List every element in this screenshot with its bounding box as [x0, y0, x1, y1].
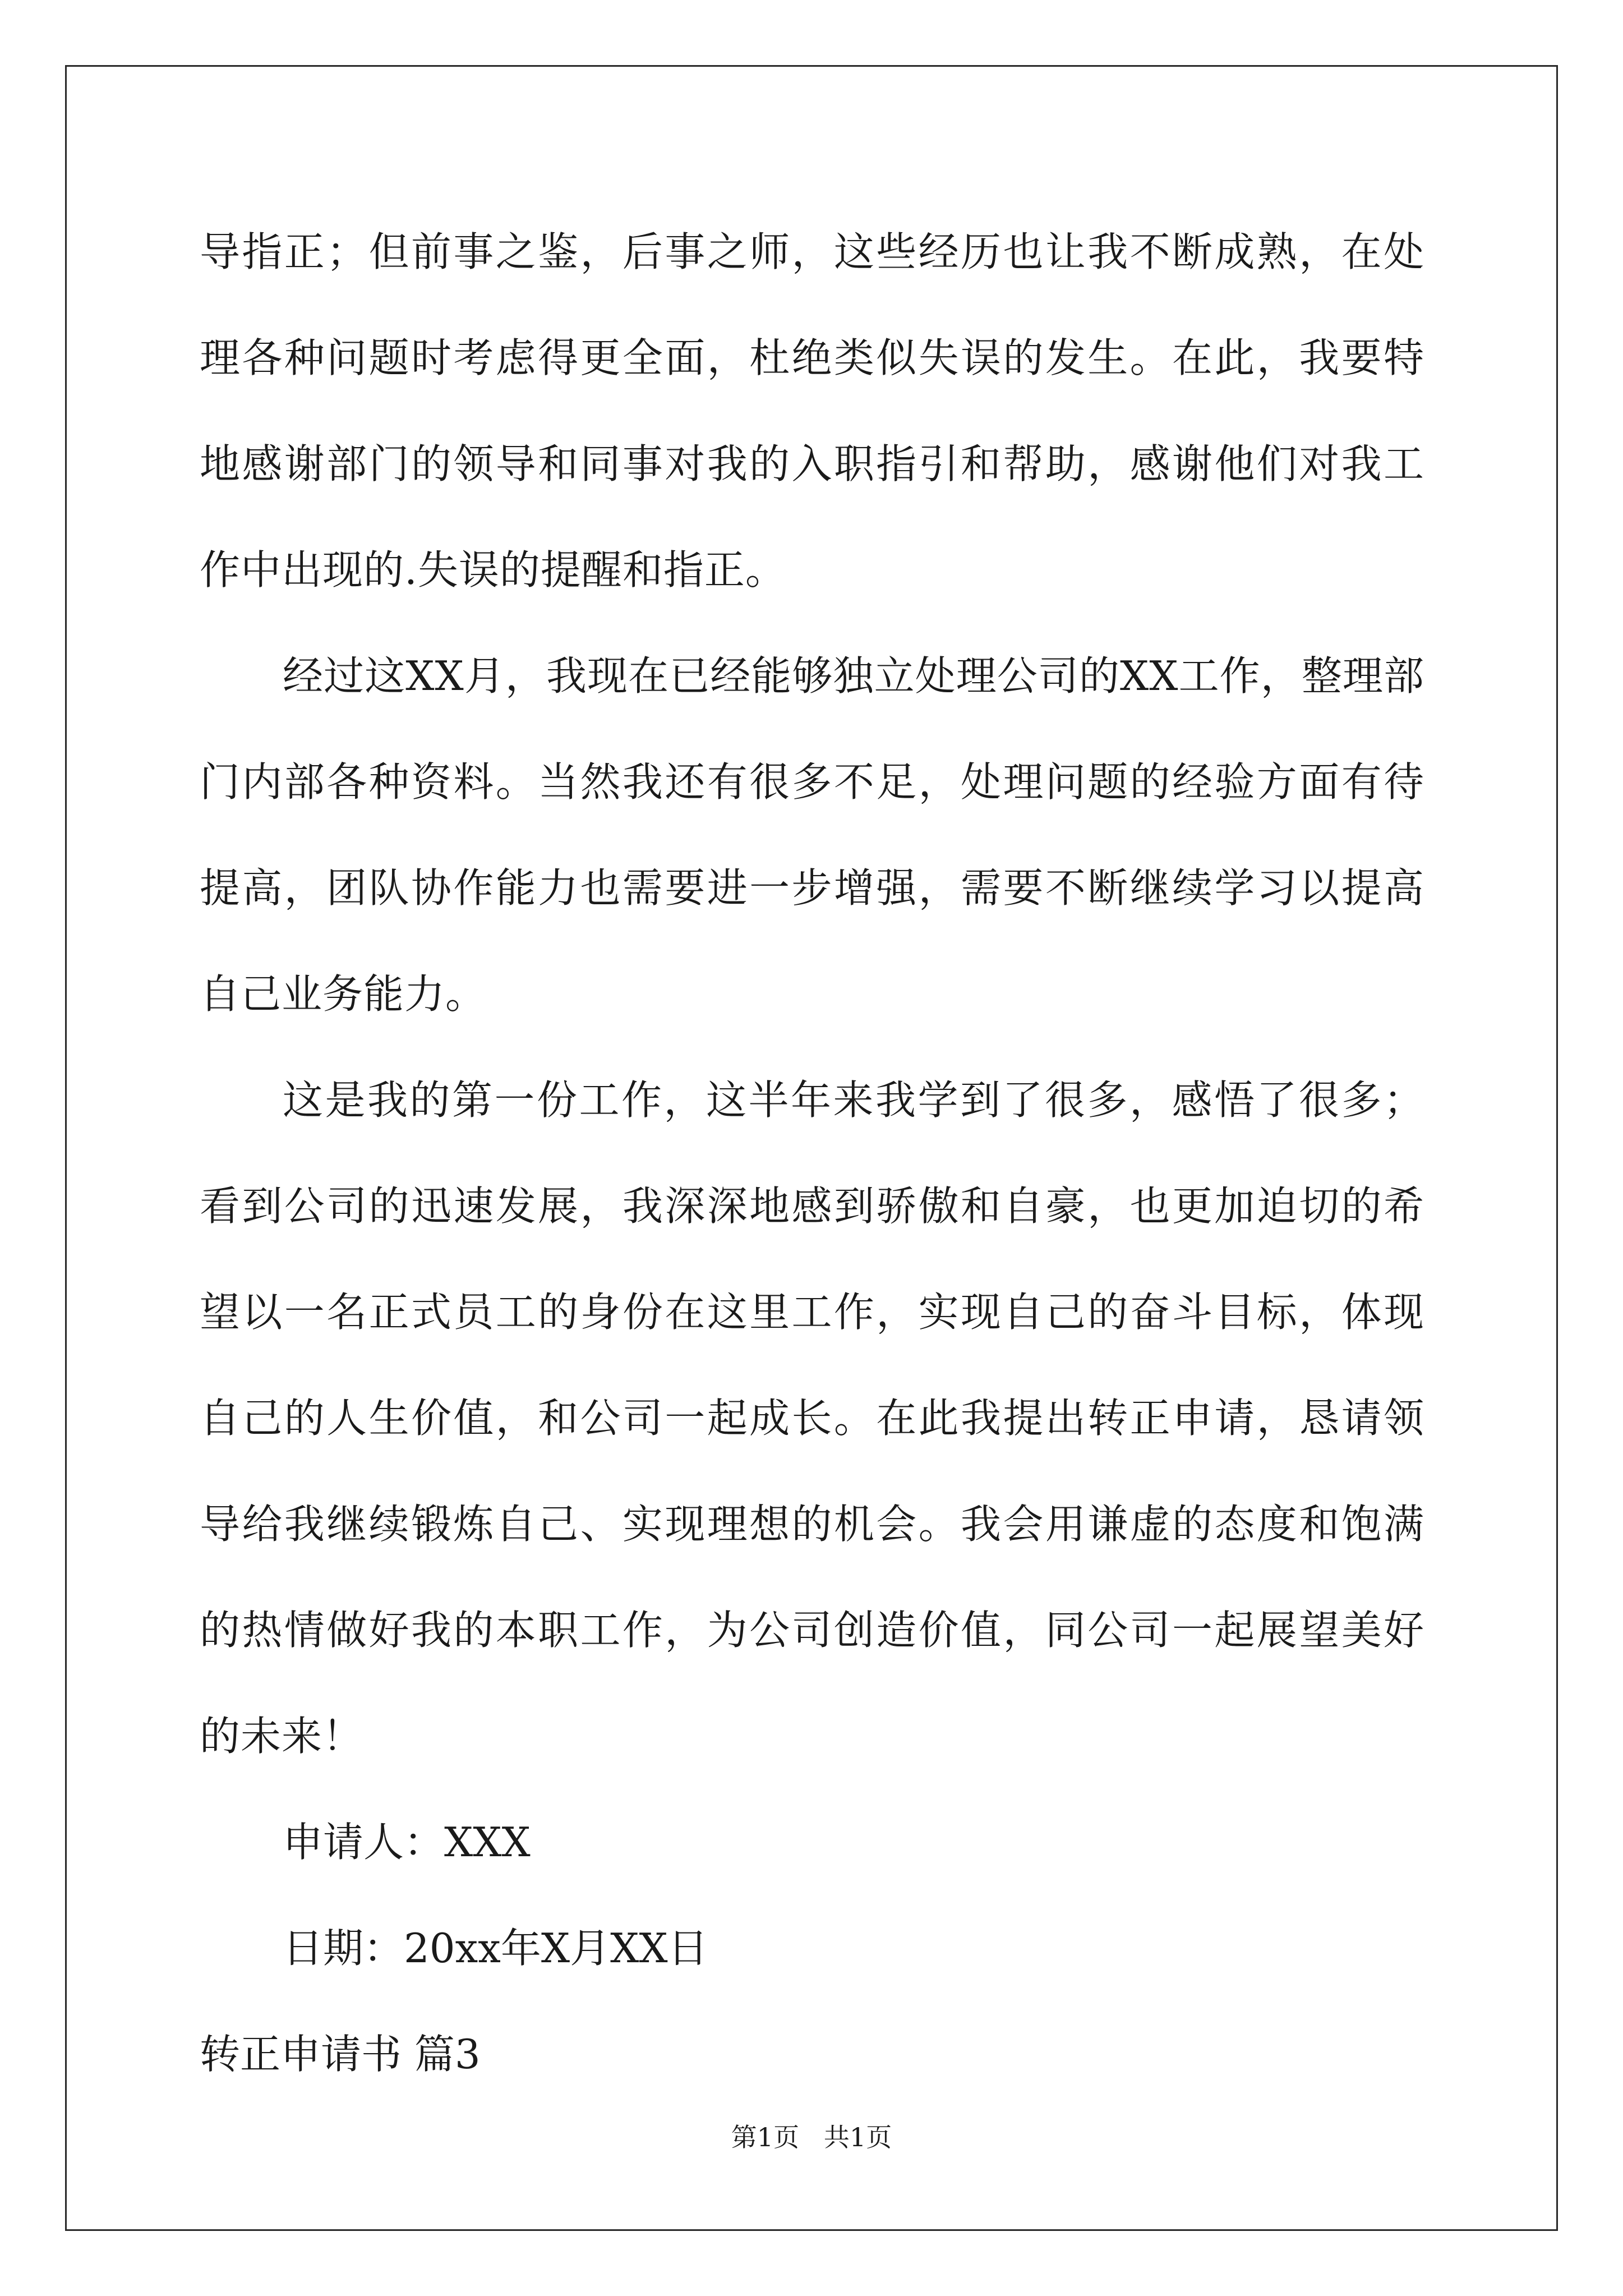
paragraph-continuation: 导指正；但前事之鉴，后事之师，这些经历也让我不断成熟，在处理各种问题时考虑得更全面，杜绝类似失误的发生。在此，我要特地感谢部门的领导和同事对我的入职指引和帮助，感谢他们对我工作中出现的.失误的提醒和指正。	[200, 228, 1424, 593]
document-body	[200, 199, 1424, 2108]
paragraph-progress: 经过这XX月，我现在已经能够独立处理公司的XX工作，整理部门内部各种资料。当然我还有很多不足，处理问题的经验方面有待提高，团队协作能力也需要进一步增强，需要不断继续学习以提高自己业务能力。	[200, 652, 1424, 1018]
paragraph-request: 这是我的第一份工作，这半年来我学到了很多，感悟了很多；看到公司的迅速发展，我深深地感到骄傲和自豪，也更加迫切的希望以一名正式员工的身份在这里工作，实现自己的奋斗目标，体现自己的人生价值，和公司一起成长。在此我提出转正申请，恳请领导给我继续锻炼自己、实现理想的机会。我会用谦虚的态度和饱满的热情做好我的本职工作，为公司创造价值，同公司一起展望美好的未来！	[200, 1076, 1424, 1760]
applicant-line: 申请人：XXX	[283, 1819, 531, 1866]
page-footer: 第1页 共1页	[731, 2122, 892, 2152]
next-section-heading: 转正申请书 篇3	[200, 2031, 481, 2078]
date-line: 日期：20xx年X月XX日	[283, 1925, 708, 1972]
